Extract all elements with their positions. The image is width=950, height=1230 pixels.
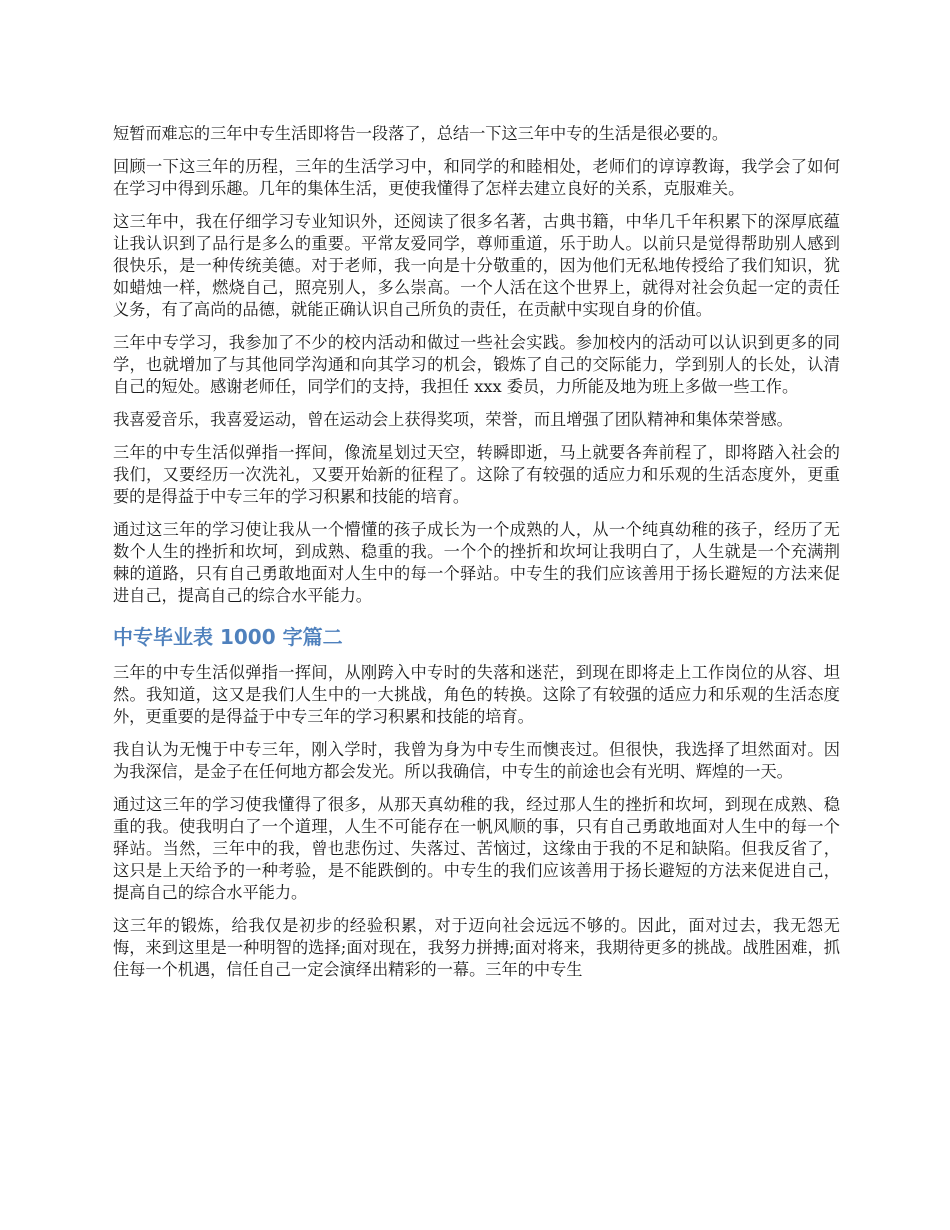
paragraph-8: 三年的中专生活似弹指一挥间，从刚跨入中专时的失落和迷茫，到现在即将走上工作岗位的从容、坦然。我知道，这又是我们人生中的一大挑战，角色的转换。这除了有较强的适应力和乐观的生活态度外，更重要的是得益于中专三年的学习积累和技能的培育。 xyxy=(113,663,840,726)
paragraph-1: 短暂而难忘的三年中专生活即将告一段落了，总结一下这三年中专的生活是很必要的。 xyxy=(113,124,729,143)
document-page xyxy=(113,123,840,992)
paragraph-5: 我喜爱音乐，我喜爱运动，曾在运动会上获得奖项，荣誉，而且增强了团队精神和集体荣誉感。 xyxy=(113,410,793,429)
paragraph-9: 我自认为无愧于中专三年，刚入学时，我曾为身为中专生而懊丧过。但很快，我选择了坦然面对。因为我深信，是金子在任何地方都会发光。所以我确信，中专生的前途也会有光明、辉煌的一天。 xyxy=(113,740,840,781)
paragraph-6: 三年的中专生活似弹指一挥间，像流星划过天空，转瞬即逝，马上就要各奔前程了，即将踏入社会的我们，又要经历一次洗礼，又要开始新的征程了。这除了有较强的适应力和乐观的生活态度外，更重要的是得益于中专三年的学习积累和技能的培育。 xyxy=(113,443,840,506)
section-heading: 中专毕业表 1000 字篇二 xyxy=(113,625,343,649)
paragraph-3: 这三年中，我在仔细学习专业知识外，还阅读了很多名著，古典书籍，中华几千年积累下的深厚底蕴让我认识到了品行是多么的重要。平常友爱同学，尊师重道，乐于助人。以前只是觉得帮助别人感到很快乐，是一种传统美德。对于老师，我一向是十分敬重的，因为他们无私地传授给了我们知识，犹如蜡烛一样，燃烧自己，照亮别人，多么崇高。一个人活在这个世界上，就得对社会负起一定的责任义务，有了高尚的品德，就能正确认识自己所负的责任，在贡献中实现自身的价值。 xyxy=(113,212,840,319)
paragraph-11: 这三年的锻炼，给我仅是初步的经验积累，对于迈向社会远远不够的。因此，面对过去，我无怨无悔，来到这里是一种明智的选择;面对现在，我努力拼搏;面对将来，我期待更多的挑战。战胜困难，抓住每一个机遇，信任自己一定会演绎出精彩的一幕。三年的中专生 xyxy=(113,916,840,979)
paragraph-2: 回顾一下这三年的历程，三年的生活学习中，和同学的和睦相处，老师们的谆谆教诲，我学会了如何在学习中得到乐趣。几年的集体生活，更使我懂得了怎样去建立良好的关系，克服难关。 xyxy=(113,157,840,198)
paragraph-7: 通过这三年的学习使让我从一个懵懂的孩子成长为一个成熟的人，从一个纯真幼稚的孩子，经历了无数个人生的挫折和坎坷，到成熟、稳重的我。一个个的挫折和坎坷让我明白了，人生就是一个充满荆棘的道路，只有自己勇敢地面对人生中的每一个驿站。中专生的我们应该善用于扬长避短的方法来促进自己，提高自己的综合水平能力。 xyxy=(113,520,840,605)
paragraph-4: 三年中专学习，我参加了不少的校内活动和做过一些社会实践。参加校内的活动可以认识到更多的同学，也就增加了与其他同学沟通和向其学习的机会，锻炼了自己的交际能力，学到别人的长处，认清自己的短处。感谢老师任，同学们的支持，我担任 xxx 委员，力所能及地为班上多做一些工作。 xyxy=(113,333,840,396)
paragraph-10: 通过这三年的学习使我懂得了很多，从那天真幼稚的我，经过那人生的挫折和坎坷，到现在成熟、稳重的我。使我明白了一个道理，人生不可能存在一帆风顺的事，只有自己勇敢地面对人生中的每一个驿站。当然，三年中的我，曾也悲伤过、失落过、苦恼过，这缘由于我的不足和缺陷。但我反省了，这只是上天给予的一种考验，是不能跌倒的。中专生的我们应该善用于扬长避短的方法来促进自己，提高自己的综合水平能力。 xyxy=(113,795,840,902)
